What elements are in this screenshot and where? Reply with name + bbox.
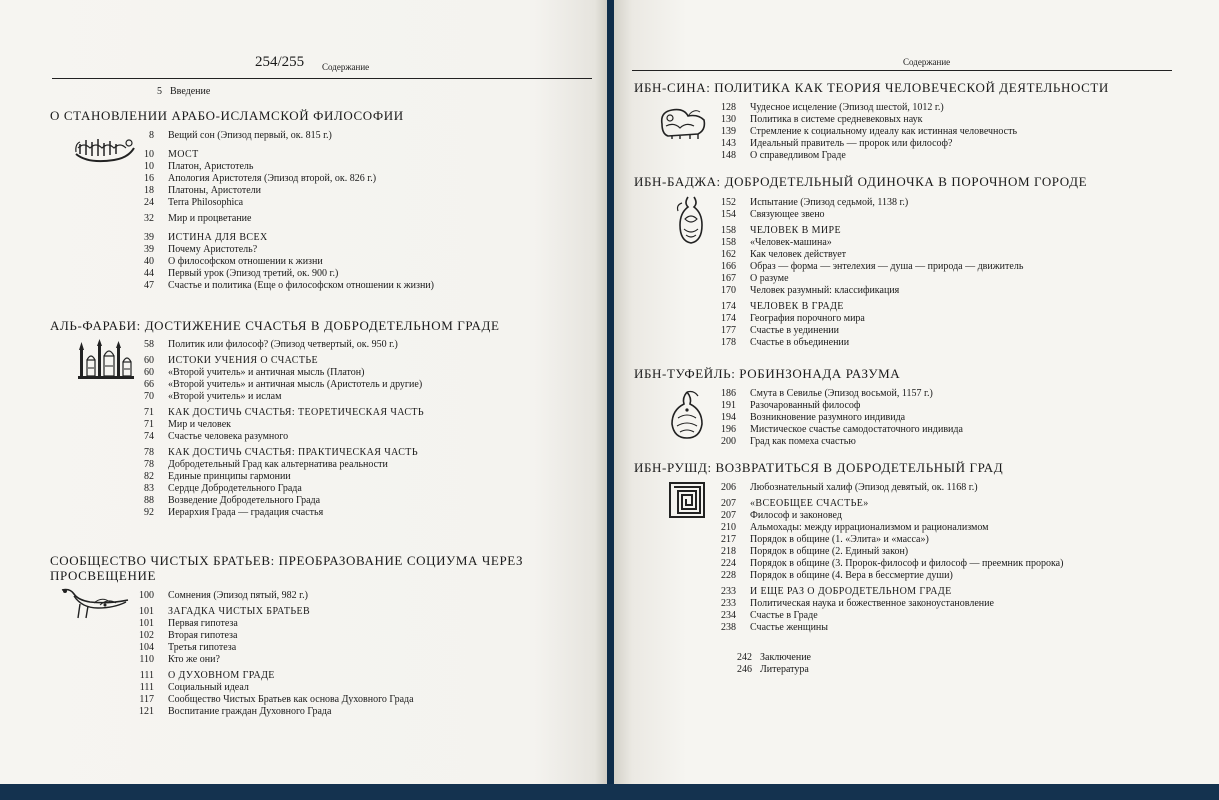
entry-title[interactable]: Сердце Добродетельного Града xyxy=(168,483,302,494)
section-heading[interactable]: ИБН-РУШД: ВОЗВРАТИТЬСЯ В ДОБРОДЕТЕЛЬНЫЙ ГРАД xyxy=(634,460,1004,475)
entry-number: 238 xyxy=(721,622,736,633)
entry-number: 158 xyxy=(721,225,736,236)
page-numbers: 254/255 xyxy=(255,54,305,70)
section-heading[interactable]: ИБН-ТУФЕЙЛЬ: РОБИНЗОНАДА РАЗУМА xyxy=(634,366,901,381)
bottom-edge xyxy=(0,784,1219,800)
section-heading[interactable]: ИБН-БАДЖА: ДОБРОДЕТЕЛЬНЫЙ ОДИНОЧКА В ПОРОЧНОМ ГОРОДЕ xyxy=(634,174,1088,189)
entry-number: 88 xyxy=(144,495,154,506)
entry-number: 196 xyxy=(721,424,736,435)
entry-number: 60 xyxy=(144,355,154,366)
entry-number: 170 xyxy=(721,285,736,296)
entry-title[interactable]: Счастье в объединении xyxy=(750,337,850,348)
entry-title[interactable]: Чудесное исцеление (Эпизод шестой, 1012 г.) xyxy=(750,102,944,113)
entry-number: 206 xyxy=(721,482,736,493)
entry-number: 10 xyxy=(144,161,154,172)
entry-title[interactable]: Мистическое счастье самодостаточного индивида xyxy=(750,424,963,435)
entry-title[interactable]: Сомнения (Эпизод пятый, 982 г.) xyxy=(168,590,308,601)
entry-number: 104 xyxy=(139,642,154,653)
subsection-title[interactable]: И ЕЩЕ РАЗ О ДОБРОДЕТЕЛЬНОМ ГРАДЕ xyxy=(750,586,952,597)
entry-title[interactable]: Социальный идеал xyxy=(168,682,249,693)
entry-number: 58 xyxy=(144,339,154,350)
entry-number: 143 xyxy=(721,138,736,149)
entry-number: 71 xyxy=(144,407,154,418)
entry-number: 10 xyxy=(144,149,154,160)
entry-title[interactable]: Сообщество Чистых Братьев как основа Духовного Града xyxy=(168,694,414,705)
entry-title[interactable]: Стремление к социальному идеалу как истинная человечность xyxy=(750,126,1018,137)
entry-number: 18 xyxy=(144,185,154,196)
entry-number: 102 xyxy=(139,630,154,641)
entry-title[interactable]: О разуме xyxy=(750,273,789,284)
subsection-title[interactable]: ЗАГАДКА ЧИСТЫХ БРАТЬЕВ xyxy=(168,606,311,617)
entry-number: 191 xyxy=(721,400,736,411)
entry-number: 152 xyxy=(721,197,736,208)
entry-title[interactable]: Человек разумный: классификация xyxy=(750,285,900,296)
entry-title[interactable]: Мир и процветание xyxy=(168,213,252,224)
entry-title[interactable]: Литература xyxy=(760,664,809,675)
entry-number: 228 xyxy=(721,570,736,581)
entry-title[interactable]: Единые принципы гармонии xyxy=(168,471,291,482)
entry-number: 233 xyxy=(721,586,736,597)
entry-number: 177 xyxy=(721,325,736,336)
entry-number: 110 xyxy=(139,654,154,665)
entry-number: 117 xyxy=(139,694,154,705)
entry-title[interactable]: Счастье в Граде xyxy=(750,610,818,621)
entry-title[interactable]: Почему Аристотель? xyxy=(168,244,258,255)
entry-title[interactable]: Счастье женщины xyxy=(750,622,829,633)
entry-number: 148 xyxy=(721,150,736,161)
entry-title[interactable]: О философском отношении к жизни xyxy=(168,256,323,267)
entry-number: 158 xyxy=(721,237,736,248)
entry-number: 111 xyxy=(139,670,154,681)
section-heading[interactable]: ИБН-СИНА: ПОЛИТИКА КАК ТЕОРИЯ ЧЕЛОВЕЧЕСКОЙ ДЕЯТЕЛЬНОСТИ xyxy=(634,80,1109,95)
entry-title[interactable]: Порядок в общине (4. Вера в бессмертие души) xyxy=(750,570,953,581)
entry-number: 71 xyxy=(144,419,154,430)
entry-number: 217 xyxy=(721,534,736,545)
entry-title[interactable]: Счастье и политика (Еще о философском отношении к жизни) xyxy=(168,280,434,291)
entry-title[interactable]: О справедливом Граде xyxy=(750,150,846,161)
entry-title[interactable]: Вторая гипотеза xyxy=(168,630,238,641)
entry-title[interactable]: Воспитание граждан Духовного Града xyxy=(168,706,332,717)
entry-number: 60 xyxy=(144,367,154,378)
section-heading[interactable]: АЛЬ-ФАРАБИ: ДОСТИЖЕНИЕ СЧАСТЬЯ В ДОБРОДЕТЕЛЬНОМ ГРАДЕ xyxy=(50,318,500,333)
entry-title[interactable]: Апология Аристотеля (Эпизод второй, ок. 826 г.) xyxy=(168,173,377,184)
entry-title[interactable]: Terra Philosophica xyxy=(168,197,244,208)
entry-number: 82 xyxy=(144,471,154,482)
entry-number: 234 xyxy=(721,610,736,621)
entry-number: 74 xyxy=(144,431,154,442)
entry-title[interactable]: Идеальный правитель — пророк или философ? xyxy=(750,138,953,149)
header-rule xyxy=(632,70,1172,71)
entry-title[interactable]: Счастье в уединении xyxy=(750,325,839,336)
entry-number: 111 xyxy=(139,682,154,693)
header-rule xyxy=(52,78,592,79)
entry-title[interactable]: Порядок в общине (2. Единый закон) xyxy=(750,546,909,557)
entry-number: 101 xyxy=(139,606,154,617)
running-header-label: Содержание xyxy=(322,62,370,72)
entry-title[interactable]: Введение xyxy=(170,86,211,97)
entry-number: 70 xyxy=(144,391,154,402)
entry-number: 39 xyxy=(144,244,154,255)
entry-title[interactable]: Политик или философ? (Эпизод четвертый, ок. 950 г.) xyxy=(168,339,398,350)
subsection-title[interactable]: «ВСЕОБЩЕЕ СЧАСТЬЕ» xyxy=(750,498,869,509)
entry-number: 8 xyxy=(149,130,154,141)
entry-number: 174 xyxy=(721,313,736,324)
entry-title[interactable]: Испытание (Эпизод седьмой, 1138 г.) xyxy=(750,197,909,208)
entry-number: 207 xyxy=(721,498,736,509)
subsection-title[interactable]: ИСТОКИ УЧЕНИЯ О СЧАСТЬЕ xyxy=(168,355,318,366)
entry-number: 44 xyxy=(144,268,154,279)
entry-number: 207 xyxy=(721,510,736,521)
entry-number: 5 xyxy=(157,86,162,97)
entry-number: 24 xyxy=(144,197,154,208)
entry-title[interactable]: «Второй учитель» и античная мысль (Аристотель и другие) xyxy=(168,379,423,390)
entry-title[interactable]: Смута в Севилье (Эпизод восьмой, 1157 г.) xyxy=(750,388,933,399)
entry-title[interactable]: География порочного мира xyxy=(750,313,865,324)
entry-number: 233 xyxy=(721,598,736,609)
subsection-title[interactable]: КАК ДОСТИЧЬ СЧАСТЬЯ: ПРАКТИЧЕСКАЯ ЧАСТЬ xyxy=(168,447,418,458)
entry-number: 39 xyxy=(144,232,154,243)
entry-title[interactable]: Политическая наука и божественное законоустановление xyxy=(750,598,994,609)
entry-title[interactable]: Философ и законовед xyxy=(750,510,842,521)
section-heading[interactable]: О СТАНОВЛЕНИИ АРАБО-ИСЛАМСКОЙ ФИЛОСОФИИ xyxy=(50,108,404,123)
entry-number: 16 xyxy=(144,173,154,184)
entry-title[interactable]: Мир и человек xyxy=(168,419,232,430)
entry-number: 101 xyxy=(139,618,154,629)
entry-title[interactable]: Порядок в общине (1. «Элита» и «масса») xyxy=(750,534,929,545)
entry-number: 130 xyxy=(721,114,736,125)
entry-number: 100 xyxy=(139,590,154,601)
entry-title[interactable]: Град как помеха счастью xyxy=(750,436,856,447)
entry-title[interactable]: «Человек-машина» xyxy=(750,237,832,248)
entry-title[interactable]: Добродетельный Град как альтернатива реальности xyxy=(168,459,388,470)
entry-title[interactable]: Разочарованный философ xyxy=(750,400,861,411)
entry-title[interactable]: Вещий сон (Эпизод первый, ок. 815 г.) xyxy=(168,130,332,141)
entry-number: 200 xyxy=(721,436,736,447)
section-heading[interactable]: СООБЩЕСТВО ЧИСТЫХ БРАТЬЕВ: ПРЕОБРАЗОВАНИЕ СОЦИУМА ЧЕРЕЗ ПРОСВЕЩЕНИЕ xyxy=(50,553,524,583)
running-header-label: Содержание xyxy=(903,57,951,67)
entry-number: 178 xyxy=(721,337,736,348)
entry-number: 154 xyxy=(721,209,736,220)
entry-number: 78 xyxy=(144,459,154,470)
entry-number: 40 xyxy=(144,256,154,267)
subsection-title[interactable]: ИСТИНА ДЛЯ ВСЕХ xyxy=(168,232,268,243)
entry-number: 92 xyxy=(144,507,154,518)
entry-title[interactable]: Платоны, Аристотели xyxy=(168,185,261,196)
entry-number: 128 xyxy=(721,102,736,113)
entry-number: 186 xyxy=(721,388,736,399)
entry-title[interactable]: Образ — форма — энтелехия — душа — природа — движитель xyxy=(750,261,1024,272)
entry-title[interactable]: Возникновение разумного индивида xyxy=(750,412,906,423)
entry-number: 242 xyxy=(737,652,752,663)
entry-title[interactable]: «Второй учитель» и античная мысль (Платон) xyxy=(168,367,365,378)
entry-title[interactable]: Платон, Аристотель xyxy=(168,161,254,172)
entry-title[interactable]: Первый урок (Эпизод третий, ок. 900 г.) xyxy=(168,268,339,279)
entry-number: 246 xyxy=(737,664,752,675)
entry-number: 174 xyxy=(721,301,736,312)
entry-title[interactable]: Кто же они? xyxy=(168,654,220,665)
entry-title[interactable]: Связующее звено xyxy=(750,209,825,220)
entry-title[interactable]: Альмохады: между иррационализмом и рационализмом xyxy=(750,522,989,533)
entry-number: 162 xyxy=(721,249,736,260)
entry-number: 166 xyxy=(721,261,736,272)
entry-title[interactable]: Иерархия Града — градация счастья xyxy=(168,507,324,518)
entry-number: 66 xyxy=(144,379,154,390)
entry-number: 218 xyxy=(721,546,736,557)
subsection-title[interactable]: КАК ДОСТИЧЬ СЧАСТЬЯ: ТЕОРЕТИЧЕСКАЯ ЧАСТЬ xyxy=(168,407,425,418)
entry-number: 210 xyxy=(721,522,736,533)
entry-title[interactable]: Порядок в общине (3. Пророк-философ и философ — преемник пророка) xyxy=(750,558,1064,569)
entry-number: 139 xyxy=(721,126,736,137)
entry-title[interactable]: Возведение Добродетельного Града xyxy=(168,495,321,506)
entry-number: 121 xyxy=(139,706,154,717)
entry-number: 167 xyxy=(721,273,736,284)
left-page xyxy=(0,0,607,800)
entry-title[interactable]: Первая гипотеза xyxy=(168,618,238,629)
entry-title[interactable]: Любознательный халиф (Эпизод девятый, ок. 1168 г.) xyxy=(750,482,978,493)
entry-title[interactable]: Счастье человека разумного xyxy=(168,431,289,442)
entry-title[interactable]: Третья гипотеза xyxy=(168,642,237,653)
subsection-title[interactable]: ЧЕЛОВЕК В МИРЕ xyxy=(750,225,841,236)
entry-number: 194 xyxy=(721,412,736,423)
subsection-title[interactable]: О ДУХОВНОМ ГРАДЕ xyxy=(168,670,275,681)
entry-title[interactable]: «Второй учитель» и ислам xyxy=(168,391,282,402)
right-page xyxy=(614,0,1219,800)
subsection-title[interactable]: МОСТ xyxy=(168,149,199,160)
entry-number: 47 xyxy=(144,280,154,291)
subsection-title[interactable]: ЧЕЛОВЕК В ГРАДЕ xyxy=(750,301,844,312)
entry-title[interactable]: Заключение xyxy=(760,652,811,663)
entry-number: 83 xyxy=(144,483,154,494)
entry-number: 224 xyxy=(721,558,736,569)
entry-number: 78 xyxy=(144,447,154,458)
entry-title[interactable]: Как человек действует xyxy=(750,249,846,260)
entry-title[interactable]: Политика в системе средневековых наук xyxy=(750,114,923,125)
entry-number: 32 xyxy=(144,213,154,224)
